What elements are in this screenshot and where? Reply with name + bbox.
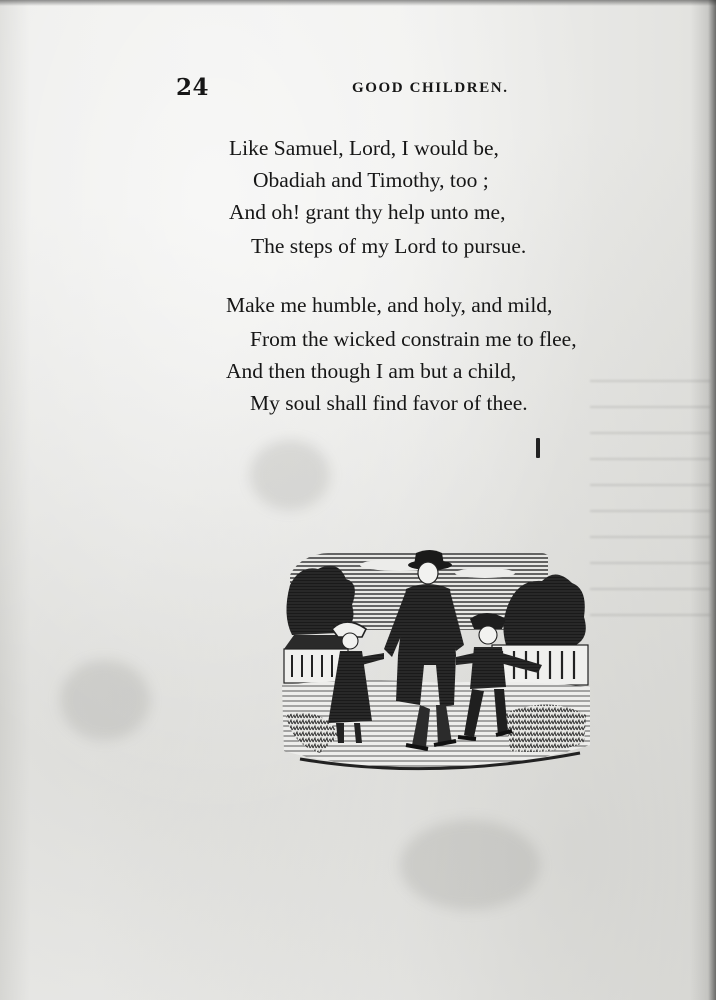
running-title: GOOD CHILDREN.	[352, 80, 509, 96]
poem-line: And then though I am but a child,	[226, 359, 517, 383]
paper-stain	[400, 820, 540, 910]
poem-line: From the wicked constrain me to flee,	[250, 327, 577, 351]
poem-line: And oh! grant thy help unto me,	[229, 200, 506, 224]
poem-line: Make me humble, and holy, and mild,	[226, 293, 553, 317]
page-top-shadow	[0, 0, 716, 6]
poem-line: Like Samuel, Lord, I would be,	[229, 136, 499, 160]
page-number: 24	[176, 74, 210, 101]
paper-stain	[60, 660, 150, 740]
paper-stain	[250, 440, 330, 510]
poem-line: My soul shall find favor of thee.	[250, 391, 528, 415]
show-through-text	[590, 380, 710, 640]
ink-mark	[536, 438, 540, 458]
poem-line: The steps of my Lord to pursue.	[251, 234, 527, 258]
poem-line: Obadiah and Timothy, too ;	[253, 168, 489, 192]
woodcut-man-with-two-children-icon	[280, 545, 592, 777]
